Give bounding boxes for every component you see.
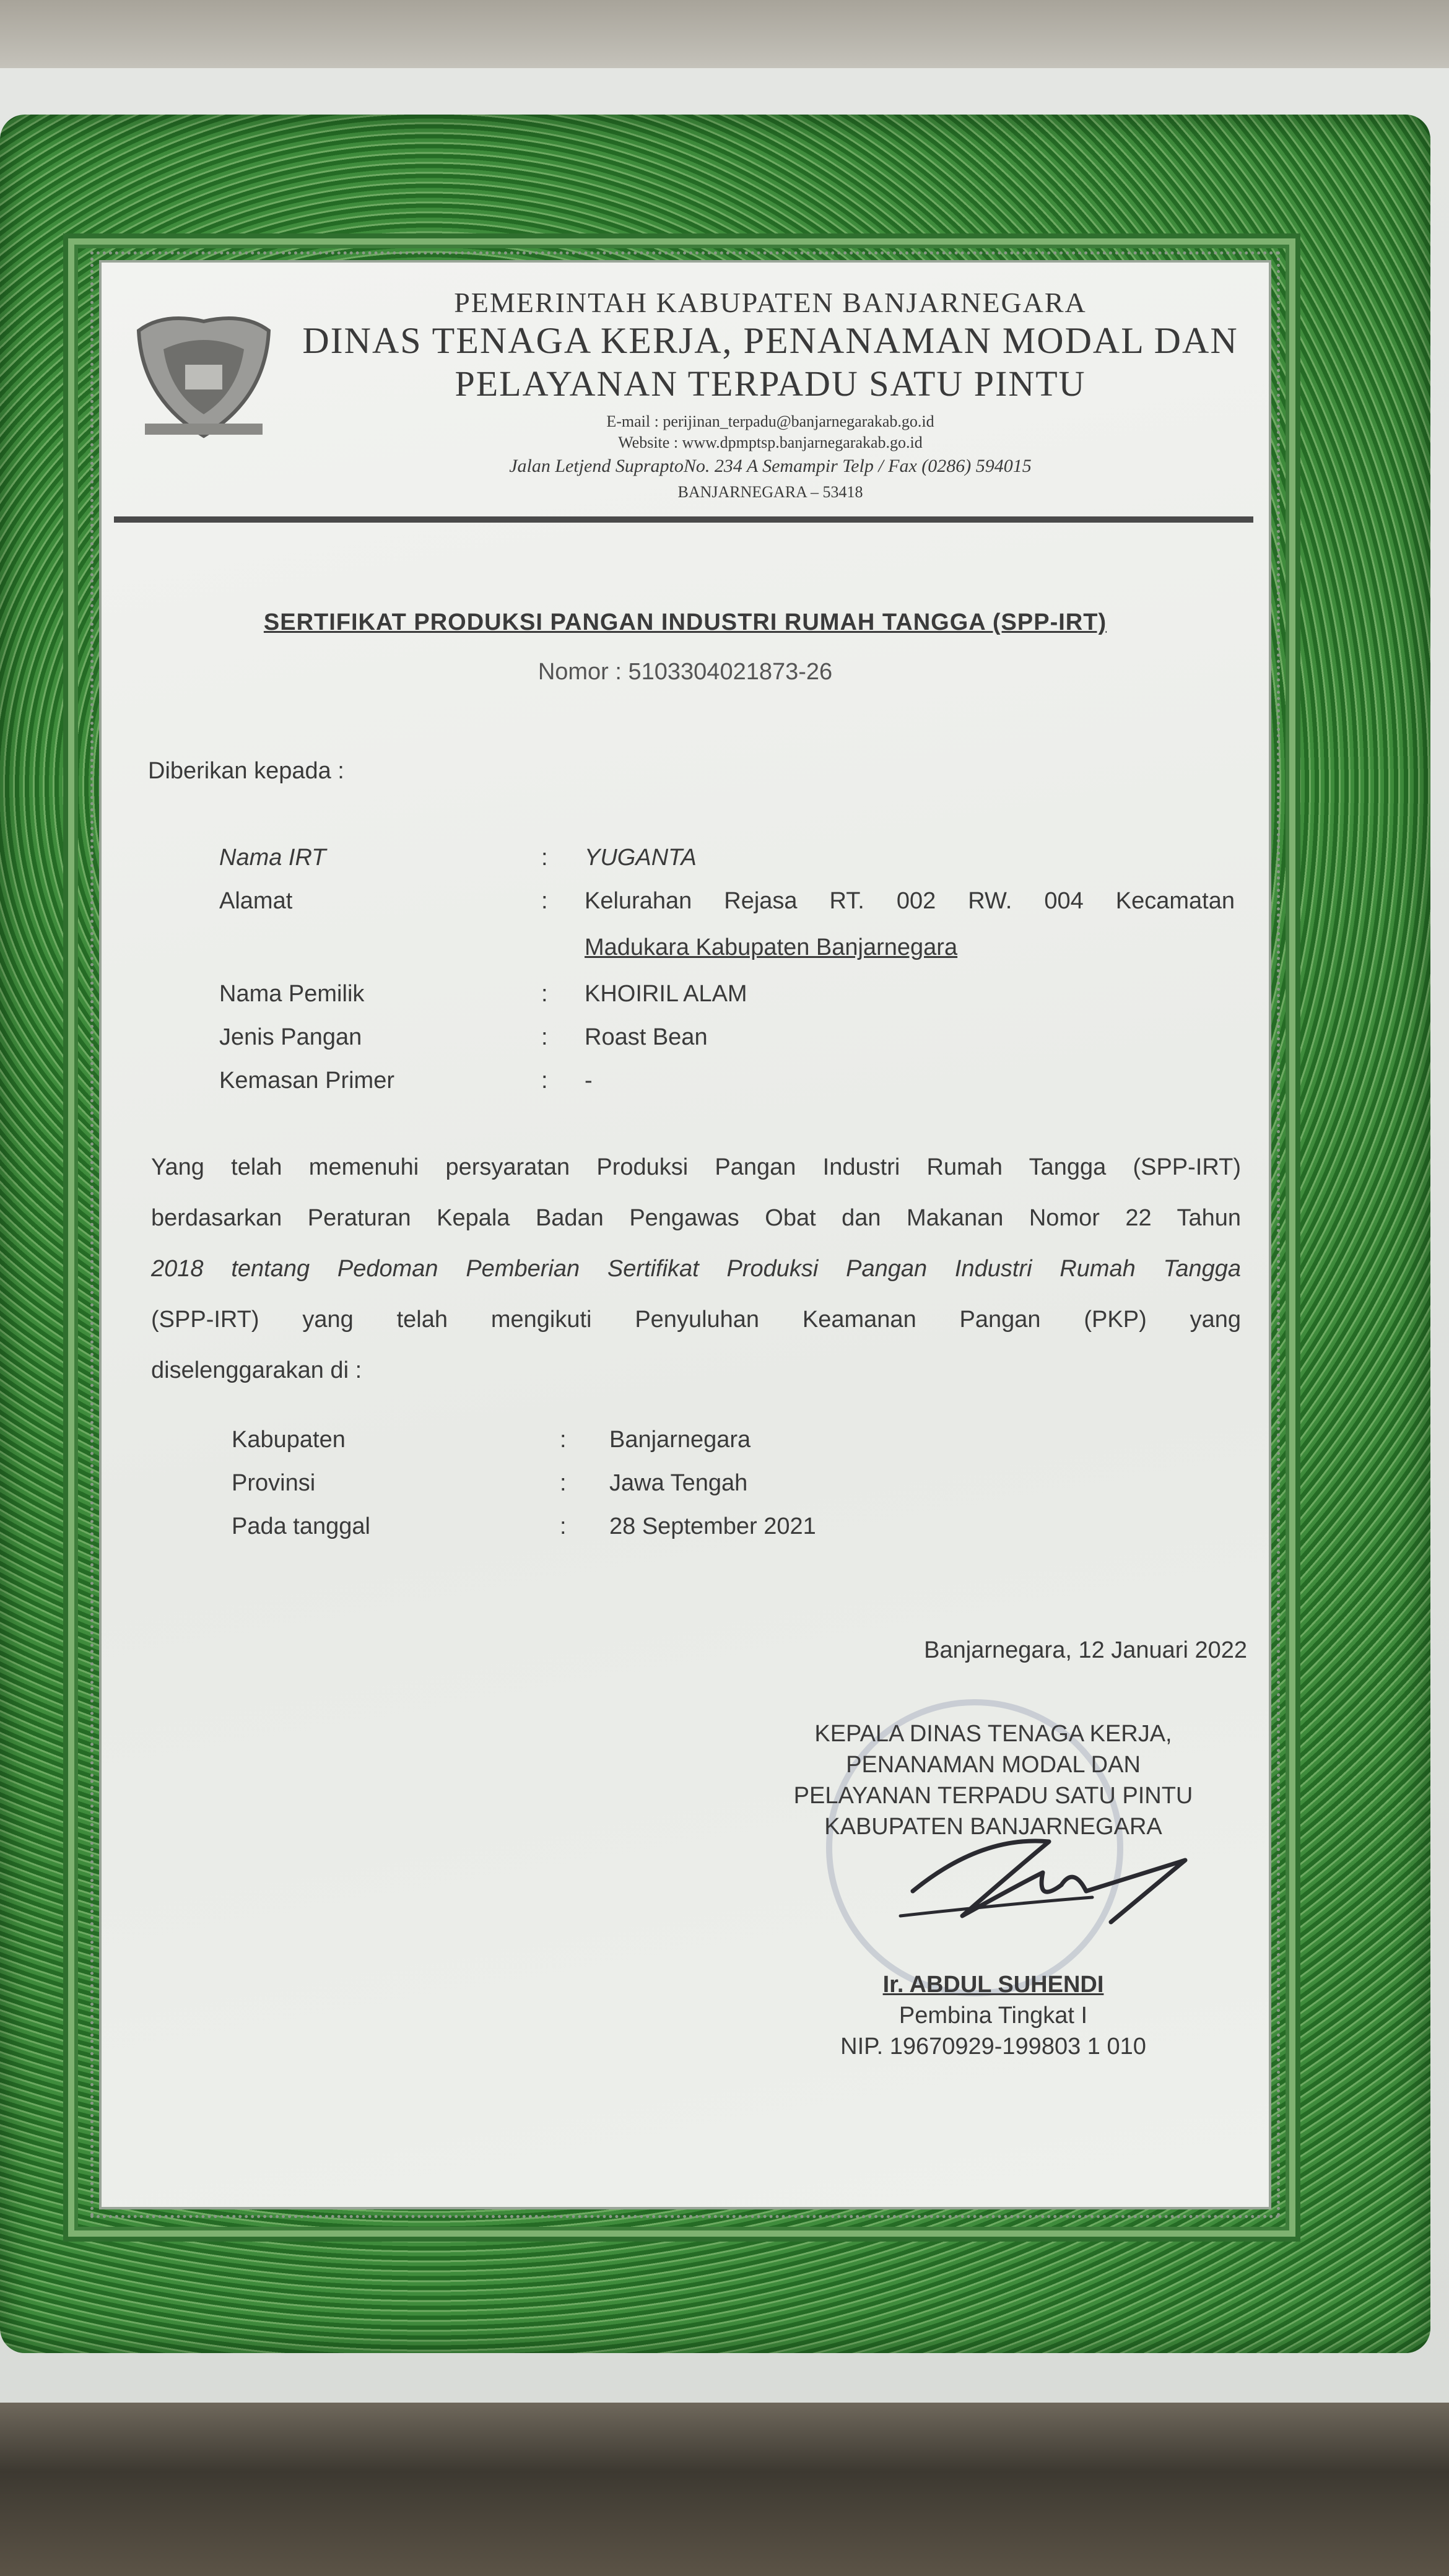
field-colon: : — [541, 845, 548, 871]
sign-office-line1: KEPALA DINAS TENAGA KERJA, — [814, 1721, 1172, 1747]
field-colon: : — [541, 1024, 548, 1050]
sign-place-date: Banjarnegara, 12 Januari 2022 — [924, 1637, 1247, 1663]
sign-office-line2: PENANAMAN MODAL DAN — [846, 1752, 1141, 1778]
location-label: Kabupaten — [232, 1427, 346, 1453]
location-value: Jawa Tengah — [609, 1470, 748, 1496]
field-label: Jenis Pangan — [219, 1024, 362, 1050]
header-government: PEMERINTAH KABUPATEN BANJARNEGARA — [454, 287, 1087, 318]
shelf-bottom — [0, 2403, 1449, 2576]
field-value: Kelurahan Rejasa RT. 002 RW. 004 Kecamatan — [585, 888, 1235, 914]
paragraph-line: diselenggarakan di : — [151, 1357, 362, 1383]
field-value-line2: Madukara Kabupaten Banjarnegara — [585, 934, 958, 960]
header-address: Jalan Letjend SupraptoNo. 234 A Semampir Telp / Fax (0286) 594015 — [509, 456, 1032, 476]
field-value: Roast Bean — [585, 1024, 708, 1050]
header-divider — [114, 516, 1253, 523]
field-value: YUGANTA — [585, 845, 697, 871]
sign-office-line3: PELAYANAN TERPADU SATU PINTU — [793, 1783, 1193, 1809]
header-email: E-mail : perijinan_terpadu@banjarnegarakab.go.id — [606, 412, 934, 430]
paragraph-line: (SPP-IRT) yang telah mengikuti Penyuluhan Keamanan Pangan (PKP) yang — [151, 1307, 1241, 1333]
sign-office-line4: KABUPATEN BANJARNEGARA — [824, 1814, 1162, 1840]
paragraph-line: Yang telah memenuhi persyaratan Produksi Pangan Industri Rumah Tangga (SPP-IRT) — [151, 1154, 1241, 1180]
signer-nip: NIP. 19670929-199803 1 010 — [840, 2034, 1146, 2060]
header-agency-line1: DINAS TENAGA KERJA, PENANAMAN MODAL DAN — [302, 320, 1238, 361]
field-label: Alamat — [219, 888, 293, 914]
field-value: - — [585, 1068, 593, 1094]
given-to-label: Diberikan kepada : — [148, 758, 344, 784]
certificate-number: Nomor : 5103304021873-26 — [537, 659, 833, 685]
certificate-title: SERTIFIKAT PRODUKSI PANGAN INDUSTRI RUMAH TANGGA (SPP-IRT) — [263, 609, 1107, 635]
location-value: 28 September 2021 — [609, 1513, 816, 1539]
field-label: Kemasan Primer — [219, 1068, 394, 1094]
signer-rank: Pembina Tingkat I — [899, 2003, 1088, 2029]
certificate-paper — [99, 260, 1271, 2209]
field-colon: : — [541, 1068, 548, 1094]
signer-name: Ir. ABDUL SUHENDI — [882, 1972, 1104, 1998]
location-label: Provinsi — [232, 1470, 316, 1496]
handwritten-signature — [888, 1798, 1210, 1947]
field-value: KHOIRIL ALAM — [585, 981, 747, 1007]
field-label: Nama IRT — [219, 845, 326, 871]
field-label: Nama Pemilik — [219, 981, 365, 1007]
location-colon: : — [560, 1427, 567, 1453]
location-value: Banjarnegara — [609, 1427, 751, 1453]
location-colon: : — [560, 1470, 567, 1496]
header-website: Website : www.dpmptsp.banjarnegarakab.go.id — [618, 433, 923, 451]
field-colon: : — [541, 888, 548, 914]
paragraph-line: 2018 tentang Pedoman Pemberian Sertifikat Produksi Pangan Industri Rumah Tangga — [151, 1256, 1241, 1282]
location-label: Pada tanggal — [232, 1513, 370, 1539]
header-agency-line2: PELAYANAN TERPADU SATU PINTU — [455, 363, 1086, 404]
location-colon: : — [560, 1513, 567, 1539]
field-colon: : — [541, 981, 548, 1007]
header-city: BANJARNEGARA – 53418 — [677, 483, 863, 501]
paragraph-line: berdasarkan Peraturan Kepala Badan Pengawas Obat dan Makanan Nomor 22 Tahun — [151, 1205, 1241, 1231]
regency-emblem-icon — [126, 306, 281, 442]
